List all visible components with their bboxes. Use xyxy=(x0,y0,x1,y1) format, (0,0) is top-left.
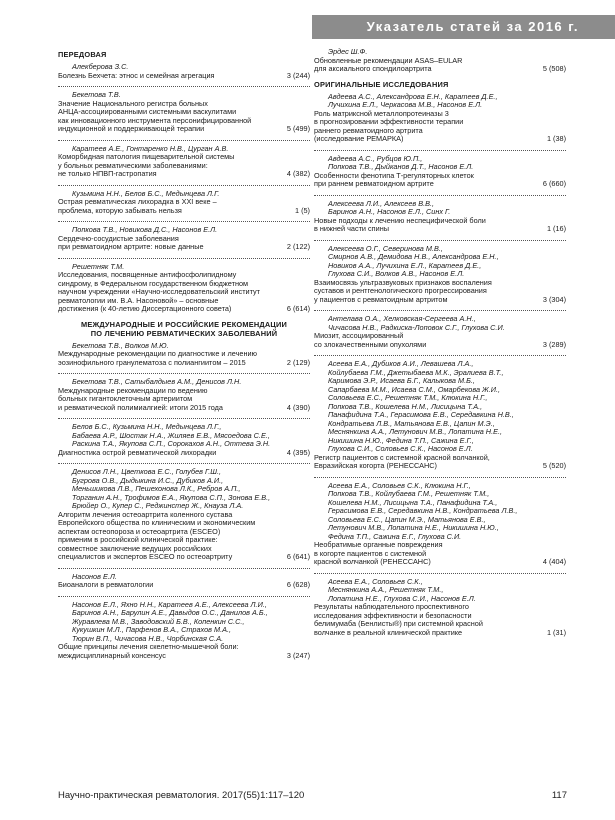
article-authors: Эрдес Ш.Ф. xyxy=(328,47,368,56)
entry-divider xyxy=(314,477,566,478)
issue-page-ref: 4 (390) xyxy=(286,402,310,412)
issue-page-ref: 1 (16) xyxy=(546,224,566,233)
issue-page-ref: 3 (289) xyxy=(542,339,566,349)
article-title: Коморбидная патология пищеварительной системы у больных ревматическими заболеваниями: не только НПВП-гастропатия xyxy=(58,152,235,178)
issue-page-ref: 6 (660) xyxy=(542,179,566,188)
issue-page-ref: 5 (499) xyxy=(286,124,310,133)
article-entry xyxy=(58,91,310,134)
article-entry xyxy=(58,468,310,562)
article-entry xyxy=(58,342,310,368)
article-authors: Асеева Е.А., Соловьев С.К., Меснянкина А.А., Решетняк Т.М., Лопатина Н.Е., Глухова С.И., Насонов Е.Л. xyxy=(328,576,476,603)
issue-page-ref: 4 (395) xyxy=(286,447,310,457)
index-header-title: Указатель статей за 2016 г. xyxy=(366,19,579,34)
entry-divider xyxy=(314,150,566,151)
article-entry xyxy=(58,63,310,80)
entry-divider xyxy=(58,140,310,141)
issue-page-ref: 6 (614) xyxy=(286,304,310,313)
article-authors: Авдеева А.С., Александрова Е.Н., Каратеев Д.Е., Лучихина Е.Л., Черкасова М.В., Насонов Е.Л. xyxy=(328,91,498,109)
entry-divider xyxy=(58,568,310,569)
article-authors: Бекетова Т.В., Волков М.Ю. xyxy=(72,340,169,350)
article-title: Особенности фенотипа Т-регуляторных клеток при раннем ревматоидном артрите xyxy=(314,170,474,188)
article-entry xyxy=(58,423,310,457)
article-entry xyxy=(314,482,566,567)
page-number: 117 xyxy=(551,790,567,801)
article-title: Значение Национального регистра больных АНЦА-ассоциированными системными васкулитами как инновационного инструмента персонифицированной индукционной и поддерживающей терапии xyxy=(58,98,252,133)
entry-divider xyxy=(58,463,310,464)
article-title: Международные рекомендации по ведению больных гигантоклеточным артериитом и ревматической полимиалгией: итоги 2015 года xyxy=(58,385,223,412)
left-column xyxy=(58,48,310,666)
entry-divider xyxy=(58,596,310,597)
issue-page-ref: 1 (31) xyxy=(546,627,566,637)
article-authors: Денисов Л.Н., Цветкова Е.С., Голубев Г.Ш., Бугрова О.В., Дыдыкина И.С., Дубиков А.И., Меньшикова Л.В., Пешехонова Л.К., Ребров А.П., Торганин А.Н., Трофимов Е.А., Якупова С.П., Зонова Е.В., Брюйер О., Купер С., Реджинстер Ж., Кнауза Л.А. xyxy=(72,467,271,510)
entry-divider xyxy=(58,221,310,222)
article-title: Биоаналоги в ревматологии xyxy=(58,580,154,589)
article-authors: Антелава О.А., Хелковская-Сергеева А.Н., Чичасова Н.В., Радкиска-Лоповок С.Г., Глухова С.И. xyxy=(328,314,505,332)
article-entry xyxy=(58,378,310,412)
article-title: Международные рекомендации по диагностике и лечению эозинофильного гранулематоза с полиангиитом – 2015 xyxy=(58,349,258,367)
article-entry xyxy=(314,315,566,349)
issue-page-ref: 3 (304) xyxy=(542,294,566,304)
issue-page-ref: 6 (628) xyxy=(286,580,310,589)
issue-page-ref: 2 (129) xyxy=(286,357,310,367)
article-entry xyxy=(314,200,566,234)
article-title: Острая ревматическая лихорадка в XXI веке – проблема, которую забывать нельзя xyxy=(58,197,217,215)
entry-divider xyxy=(314,240,566,241)
article-authors: Алексеева Л.И., Алексеев В.В., Баринов А.Н., Насонов Е.Л., Синх Г. xyxy=(328,198,451,216)
entry-divider xyxy=(58,185,310,186)
section-heading: МЕЖДУНАРОДНЫЕ И РОССИЙСКИЕ РЕКОМЕНДАЦИИ ПО ЛЕЧЕНИЮ РЕВМАТИЧЕСКИХ ЗАБОЛЕВАНИЙ xyxy=(80,319,288,338)
article-title: Общие принципы лечения скелетно-мышечной боли: междисциплинарный консенсус xyxy=(58,642,239,660)
article-entry xyxy=(314,360,566,471)
article-title: Регистр пациентов с системной красной волчанкой, Евразийская когорта (РЕНЕССАНС) xyxy=(314,452,490,470)
article-entry xyxy=(314,155,566,189)
article-entry xyxy=(314,245,566,305)
article-authors: Каратеев А.Е., Гонтаренко Н.В., Цурган А.В. xyxy=(72,143,229,153)
article-entry xyxy=(58,226,310,252)
article-authors: Попкова Т.В., Новикова Д.С., Насонов Е.Л. xyxy=(72,225,218,234)
article-authors: Алексеева О.Г., Северинова М.В., Смирнов А.В., Демидова Н.В., Александрова Е.Н., Новиков А.А., Лучихина Е.Л., Каратеев Д.Е., Глухова С.И., Волков А.В., Насонов Е.Л. xyxy=(328,243,499,278)
entry-divider xyxy=(58,418,310,419)
article-entry xyxy=(58,190,310,216)
article-authors: Авдеева А.С., Рубцов Ю.П., Попкова Т.В., Дыйканов Д.Т., Насонов Е.Л. xyxy=(328,153,474,171)
article-authors: Бекетова Т.В., Сатыбалдыев А.М., Денисов Л.Н. xyxy=(72,377,242,386)
article-title: Болезнь Бехчета: этнос и семейная агрегация xyxy=(58,70,215,80)
article-authors: Решетняк Т.М. xyxy=(72,261,125,271)
entry-divider xyxy=(314,195,566,196)
article-title: Роль матриксной металлопротеиназы 3 в прогнозировании эффективности терапии раннего ревматоидного артрита (исследование РЕМАРКА) xyxy=(314,108,464,143)
article-title: Сердечно-сосудистые заболевания при ревматоидном артрите: новые данные xyxy=(58,233,204,251)
article-title: Необратимые органные повреждения в когорте пациентов с системной красной волчанкой (РЕНЕССАНС) xyxy=(314,540,443,566)
issue-page-ref: 6 (641) xyxy=(286,552,310,561)
issue-page-ref: 4 (382) xyxy=(286,169,310,178)
article-authors: Бекетова Т.В. xyxy=(72,90,121,99)
article-title: Диагностика острой ревматической лихорадки xyxy=(58,447,217,457)
article-authors: Белов Б.С., Кузьмина Н.Н., Медынцева Л.Г., Бабаева А.Р., Шостак Н.А., Жиляев Е.В., Мясоедова С.Е., Раскина Т.А., Якупова С.П., Сорокахов А.Н., Оттева Э.Н. xyxy=(72,422,271,448)
entry-divider xyxy=(58,258,310,259)
issue-page-ref: 3 (244) xyxy=(286,70,310,80)
article-title: Взаимосвязь ультразвуковых признаков воспаления суставов и рентгенологического прогрессирования у пациентов с ревматоидным артритом xyxy=(314,277,492,304)
issue-page-ref: 5 (508) xyxy=(542,64,566,73)
index-header-bar xyxy=(312,15,615,39)
issue-page-ref: 3 (247) xyxy=(286,650,310,660)
issue-page-ref: 1 (5) xyxy=(294,205,310,215)
article-entry xyxy=(58,601,310,661)
article-title: Результаты наблюдательного проспективного исследования эффективности и безопасности белимумаба (Бенлисты®) при системной красной волчанке в реальной клинической практике xyxy=(314,602,483,637)
article-title: Обновленные рекомендации ASAS–EULAR для аксиального спондилоартрита xyxy=(314,55,463,73)
article-authors: Алекберова З.С. xyxy=(72,62,129,71)
article-entry xyxy=(314,93,566,144)
article-entry xyxy=(314,48,566,74)
journal-footer: Научно-практическая ревматология. 2017(55)1:117–120 xyxy=(58,790,305,801)
article-title: Исследования, посвященные антифосфолипидному синдрому, в Федеральном государственном бюджетном научном учреждении «Научно-исследовательский институт ревматологии им. В.А. Насоновой» – основные достижения (к 40-летию Диссертационного совета) xyxy=(58,270,261,313)
article-authors: Насонов Е.Л., Яхно Н.Н., Каратеев А.Е., Алексеева Л.И., Баринов А.Н., Барулин А.Е., Давыдов О.С., Данилов А.Б., Журавлева М.В., Заводовский Б.В., Копенкин С.С., Кукушкин М.Л., Парфенов В.А., Страхов М.А., Тюрин В.П., Чичасова Н.В., Чорбинская С.А. xyxy=(72,599,268,643)
section-heading: ПЕРЕДОВАЯ xyxy=(58,50,107,59)
article-title: Миозит, ассоциированный со злокачественными опухолями xyxy=(314,331,427,349)
issue-page-ref: 2 (122) xyxy=(286,242,310,251)
section-heading: ОРИГИНАЛЬНЫЕ ИССЛЕДОВАНИЯ xyxy=(314,79,449,89)
article-entry xyxy=(58,145,310,179)
issue-page-ref: 5 (520) xyxy=(542,461,566,470)
article-title: Новые подходы к лечению неспецифической боли в нижней части спины xyxy=(314,215,486,233)
article-entry xyxy=(58,263,310,314)
entry-divider xyxy=(58,86,310,87)
article-entry xyxy=(314,578,566,638)
entry-divider xyxy=(314,573,566,574)
article-entry xyxy=(58,573,310,590)
article-authors: Асеева Е.А., Дубиков А.И., Левашева Л.А., Койлубаева Г.М., Джетыбаева М.К., Эралиева В.Т., Каримова Э.Р., Исаева Б.Г., Калыкова М.Б., Сапарбаева М.М., Исаева С.М., Омарбекова Ж.И., Соловьева Е.С., Решетняк Т.М., Клюкина Н.Г., Попкова Т.В., Кошелева Н.М., Лисицына Т.А., Панафидина Т.А., Герасимова Е.В., Середавкина Н.В., Кондратьева Л.В., Матьянова Е.В., Цапин М.Э., Меснянкина А.А., Летунович М.В., Лопатина Н.Е., Никишина Н.Ю., Федина Т.П., Сажина Е.Г., Глухова С.И., Соловьев С.К., Насонов Е.Л. xyxy=(328,359,514,453)
entry-divider xyxy=(314,310,566,311)
issue-page-ref: 4 (404) xyxy=(542,557,566,566)
article-authors: Кузьмина Н.Н., Белов Б.С., Медынцева Л.Г. xyxy=(72,188,220,198)
issue-page-ref: 1 (38) xyxy=(546,134,566,143)
entry-divider xyxy=(314,355,566,356)
article-authors: Насонов Е.Л. xyxy=(72,571,117,581)
article-authors: Асеева Е.А., Соловьев С.К., Клюкина Н.Г., Попкова Т.В., Койлубаева Г.М., Решетняк Т.М., Кошелева Н.М., Лисицына Т.А., Панафидина Т.А., Герасимова Е.В., Середавкина Н.В., Кондратьева Л.В., Соловьева Е.С., Цапин М.Э., Матьянова Е.В., Летунович М.В., Лопатина Н.Е., Никишина Н.Ю., Федина Т.П., Сажина Е.Г., Глухова С.И. xyxy=(328,480,518,541)
article-title: Алгоритм лечения остеоартрита коленного сустава Европейского общества по клиническим и экономическим аспектам остеопороза и остеоартрита (ESCEO) применим в российской клинической практике: совместное заключение ведущих российских специалистов и экспертов ESCEO по остеоартриту xyxy=(58,509,256,561)
entry-divider xyxy=(58,373,310,374)
right-column xyxy=(314,48,566,643)
